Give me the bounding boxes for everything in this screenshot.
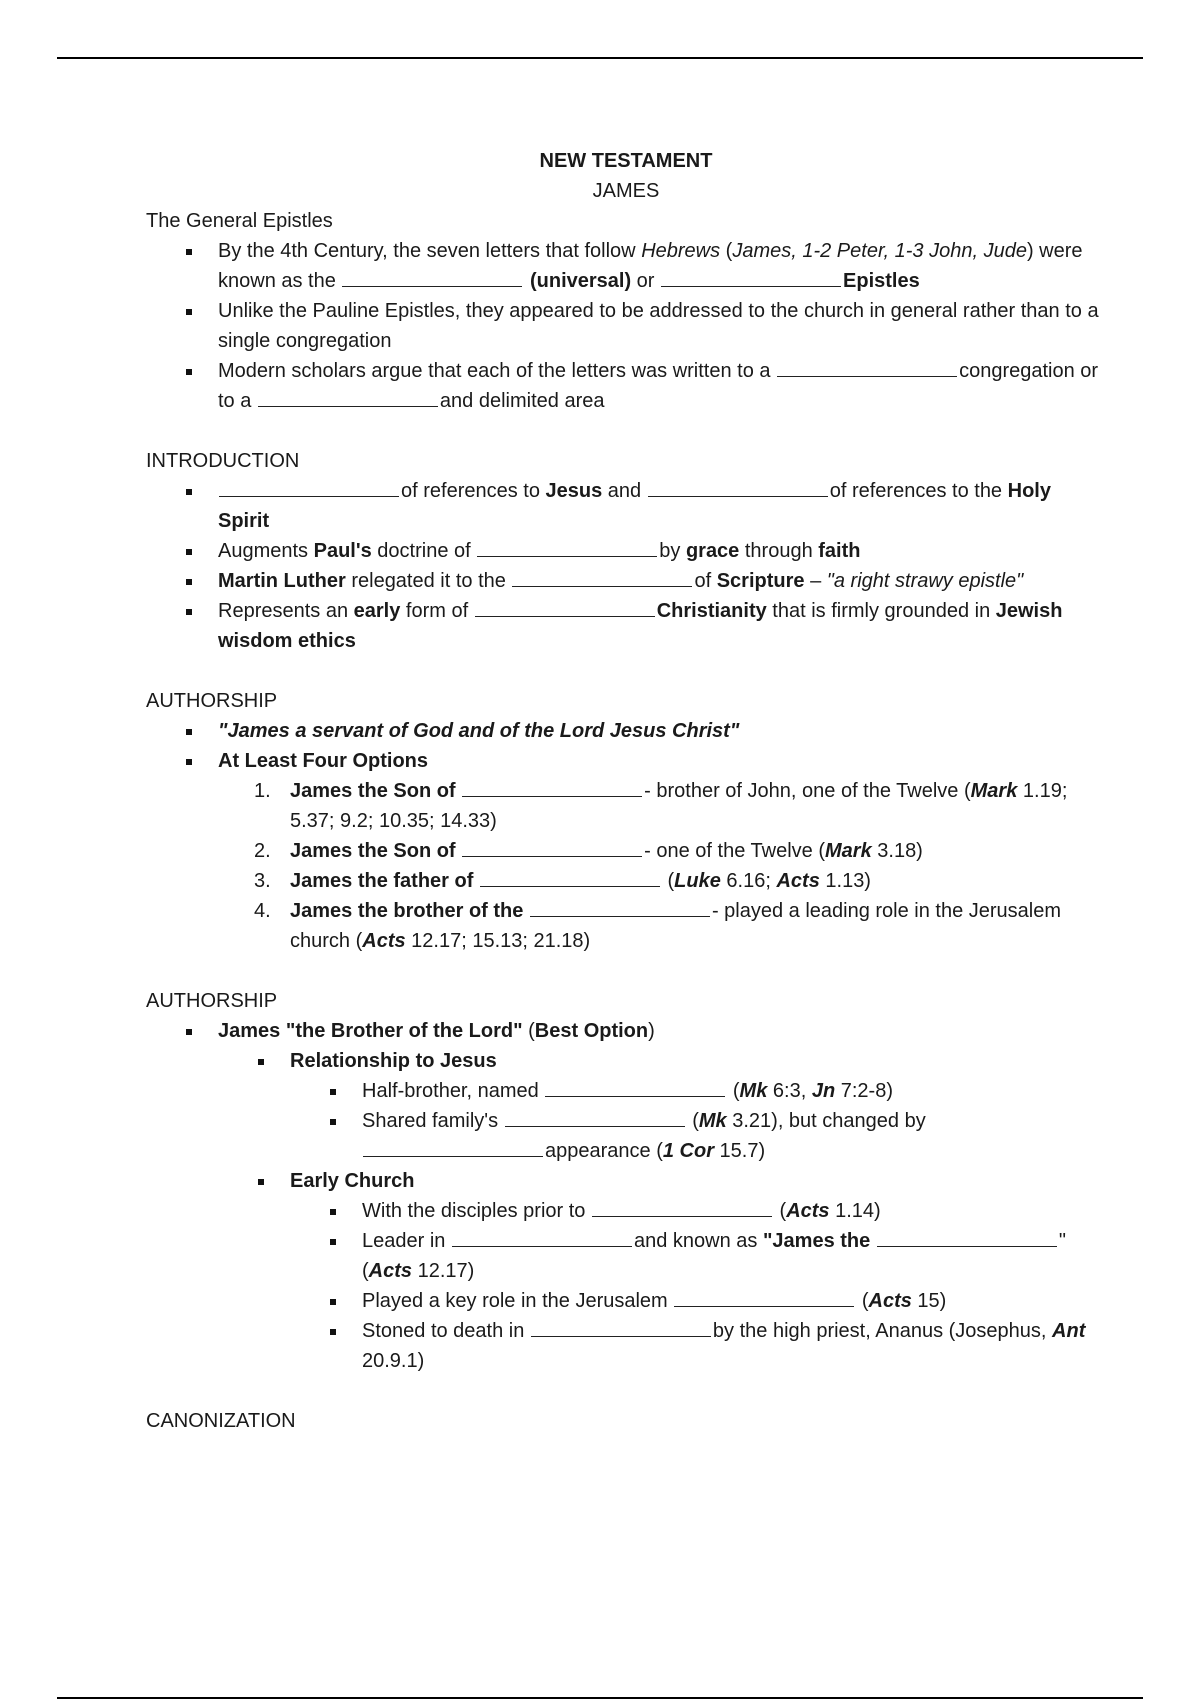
text: 6.16;	[720, 870, 777, 892]
text: - one of the Twelve (	[644, 840, 825, 862]
text: Holy Spirit	[218, 480, 1051, 532]
fill-in-blank	[462, 836, 642, 857]
list-item	[146, 566, 1106, 596]
document-title: NEW TESTAMENT	[539, 150, 713, 172]
text: 20.9.1)	[362, 1350, 425, 1372]
text: 1.14)	[829, 1200, 881, 1222]
text: James the Son of	[290, 840, 462, 862]
text: (	[773, 1200, 787, 1222]
text: James the father of	[290, 870, 479, 892]
list-item	[146, 1106, 1106, 1166]
text: Hebrews	[641, 240, 721, 262]
text: 12.17)	[412, 1260, 475, 1282]
section-heading-authorship: AUTHORSHIP	[146, 690, 278, 712]
bullet-marker	[186, 369, 192, 375]
bottom-rule	[57, 1697, 1143, 1699]
fill-in-blank	[477, 536, 657, 557]
bullet-marker	[186, 609, 192, 615]
list-item	[146, 296, 1106, 356]
text: (	[522, 1020, 535, 1042]
list-item	[146, 866, 1106, 896]
text: Half-brother, named	[362, 1080, 545, 1102]
text: Christianity	[656, 600, 767, 622]
list-item	[146, 1196, 1106, 1226]
text: of references to the	[829, 480, 1008, 502]
text: Jesus	[545, 480, 603, 502]
text: form of	[400, 600, 474, 622]
text: By the 4th Century, the seven letters that follow	[218, 240, 642, 262]
list-item	[146, 776, 1106, 836]
text: "	[1058, 1230, 1066, 1252]
text: of references to	[401, 480, 546, 502]
text: Acts	[868, 1290, 912, 1312]
bullet-marker	[186, 549, 192, 555]
authorship-options-list	[146, 776, 1106, 956]
text: Represents an	[218, 600, 354, 622]
fill-in-blank	[877, 1226, 1057, 1247]
text: (	[727, 1080, 740, 1102]
list-number: 4.	[254, 900, 271, 922]
text: At Least Four Options	[218, 750, 428, 772]
text: Martin Luther	[218, 570, 346, 592]
text: or	[631, 270, 661, 292]
fill-in-blank	[512, 566, 692, 587]
bullet-marker	[258, 1059, 264, 1065]
fill-in-blank	[219, 476, 399, 497]
list-item	[146, 836, 1106, 866]
fill-in-blank	[531, 1316, 711, 1337]
text: Early Church	[290, 1170, 415, 1192]
fill-in-blank	[258, 386, 438, 407]
text: Ant	[1052, 1320, 1086, 1342]
text: Unlike the Pauline Epistles, they appeared to be addressed to the church in general rather than to a single congregation	[218, 300, 1099, 352]
text: –	[804, 570, 827, 592]
list-item	[146, 596, 1106, 656]
text: (	[720, 240, 733, 262]
text: (universal)	[524, 270, 632, 292]
text: Best Option	[534, 1020, 649, 1042]
list-item	[146, 1316, 1106, 1376]
text: Jn	[811, 1080, 836, 1102]
fill-in-blank	[480, 866, 660, 887]
text: 1 Cor	[662, 1140, 714, 1162]
text: Acts	[362, 930, 406, 952]
introduction-list	[146, 476, 1106, 656]
list-item	[146, 1286, 1106, 1316]
list-item	[146, 1226, 1106, 1286]
text: Acts	[368, 1260, 413, 1282]
document-page	[146, 146, 1106, 1436]
text: faith	[818, 540, 861, 562]
list-item	[146, 1076, 1106, 1106]
bullet-marker	[330, 1239, 336, 1245]
text: James the Son of	[290, 780, 462, 802]
text: Paul's	[313, 540, 372, 562]
text: With the disciples prior to	[362, 1200, 591, 1222]
fill-in-blank	[475, 596, 655, 617]
section-heading-introduction: INTRODUCTION	[146, 450, 300, 472]
text: congregation or to a	[218, 360, 1099, 412]
text: "a right strawy epistle"	[826, 570, 1024, 592]
spacer	[146, 416, 1106, 446]
text: 7:2-8)	[835, 1080, 893, 1102]
fill-in-blank	[648, 476, 828, 497]
text: Mk	[739, 1080, 768, 1102]
text: "James a servant of God and of the Lord Jesus Christ"	[218, 720, 740, 742]
text: relegated it to the	[345, 570, 512, 592]
text: ) were known as the	[218, 240, 1083, 292]
text: 15.7)	[714, 1140, 766, 1162]
text: that is firmly grounded in	[766, 600, 996, 622]
text: Augments	[218, 540, 314, 562]
text: appearance (	[545, 1140, 663, 1162]
list-item	[146, 1046, 1106, 1076]
bullet-marker	[330, 1329, 336, 1335]
text: 1.19; 5.37; 9.2; 10.35; 14.33)	[290, 780, 1068, 832]
fill-in-blank	[545, 1076, 725, 1097]
list-item	[146, 716, 1106, 746]
spacer	[146, 1376, 1106, 1406]
list-item	[146, 1166, 1106, 1196]
list-item	[146, 476, 1106, 536]
list-item	[146, 896, 1106, 956]
text: - brother of John, one of the Twelve (	[644, 780, 971, 802]
section-heading-general-epistles: The General Epistles	[146, 210, 333, 232]
section-heading-canonization: CANONIZATION	[146, 1410, 296, 1432]
text: 1.13)	[819, 870, 871, 892]
text: (	[362, 1260, 369, 1282]
bullet-marker	[330, 1299, 336, 1305]
bullet-marker	[330, 1119, 336, 1125]
text: Luke	[674, 870, 721, 892]
list-number: 3.	[254, 870, 271, 892]
text: - played a leading role in the Jerusalem church (	[290, 900, 1062, 952]
text: Acts	[776, 870, 820, 892]
text: Jewish wisdom ethics	[218, 600, 1063, 652]
fill-in-blank	[661, 266, 841, 287]
text: 3.18)	[871, 840, 923, 862]
text: grace	[685, 540, 740, 562]
fill-in-blank	[452, 1226, 632, 1247]
bullet-marker	[258, 1179, 264, 1185]
text: James the brother of the	[290, 900, 529, 922]
bullet-marker	[330, 1209, 336, 1215]
fill-in-blank	[530, 896, 710, 917]
text: "James the	[762, 1230, 876, 1252]
text: (	[661, 870, 675, 892]
text: Modern scholars argue that each of the letters was written to a	[218, 360, 777, 382]
authorship-2-list	[146, 1016, 1106, 1376]
fill-in-blank	[777, 356, 957, 377]
fill-in-blank	[592, 1196, 772, 1217]
list-number: 2.	[254, 840, 271, 862]
text: by the high priest, Ananus (Josephus,	[712, 1320, 1053, 1342]
text: early	[353, 600, 401, 622]
text: Mk	[698, 1110, 727, 1132]
fill-in-blank	[342, 266, 522, 287]
bullet-marker	[186, 309, 192, 315]
text: Mark	[970, 780, 1018, 802]
text: Stoned to death in	[362, 1320, 530, 1342]
text: )	[648, 1020, 655, 1042]
list-number: 1.	[254, 780, 271, 802]
list-item	[146, 536, 1106, 566]
text: (	[686, 1110, 699, 1132]
text: 3.21), but changed by	[726, 1110, 926, 1132]
text: Shared family's	[362, 1110, 504, 1132]
text: through	[739, 540, 819, 562]
bullet-marker	[186, 489, 192, 495]
top-rule	[57, 57, 1143, 59]
text: and	[602, 480, 647, 502]
text: Leader in	[362, 1230, 451, 1252]
list-item	[146, 236, 1106, 296]
spacer	[146, 656, 1106, 686]
list-item	[146, 1016, 1106, 1046]
text: James, 1-2 Peter, 1-3 John, Jude	[732, 240, 1027, 262]
section-heading-authorship-2: AUTHORSHIP	[146, 990, 278, 1012]
fill-in-blank	[674, 1286, 854, 1307]
document-subtitle: JAMES	[592, 180, 660, 202]
bullet-marker	[186, 759, 192, 765]
text: 6:3,	[767, 1080, 812, 1102]
bullet-marker	[186, 249, 192, 255]
text: Mark	[825, 840, 872, 862]
spacer	[146, 956, 1106, 986]
text: and delimited area	[439, 390, 605, 412]
fill-in-blank	[462, 776, 642, 797]
list-item	[146, 356, 1106, 416]
fill-in-blank	[363, 1136, 543, 1157]
bullet-marker	[186, 1029, 192, 1035]
list-item	[146, 746, 1106, 776]
text: Played a key role in the Jerusalem	[362, 1290, 674, 1312]
bullet-marker	[186, 579, 192, 585]
text: Relationship to Jesus	[290, 1050, 497, 1072]
text: Acts	[786, 1200, 830, 1222]
text: James "the Brother of the Lord"	[218, 1020, 523, 1042]
text: Epistles	[843, 270, 920, 292]
text: 15)	[911, 1290, 947, 1312]
text: and known as	[633, 1230, 763, 1252]
text: by	[659, 540, 686, 562]
fill-in-blank	[505, 1106, 685, 1127]
authorship-list	[146, 716, 1106, 776]
bullet-marker	[186, 729, 192, 735]
text: doctrine of	[371, 540, 477, 562]
text: Scripture	[716, 570, 805, 592]
general-epistles-list	[146, 236, 1106, 416]
text: of	[694, 570, 717, 592]
text: 12.17; 15.13; 21.18)	[405, 930, 591, 952]
bullet-marker	[330, 1089, 336, 1095]
text: (	[856, 1290, 869, 1312]
